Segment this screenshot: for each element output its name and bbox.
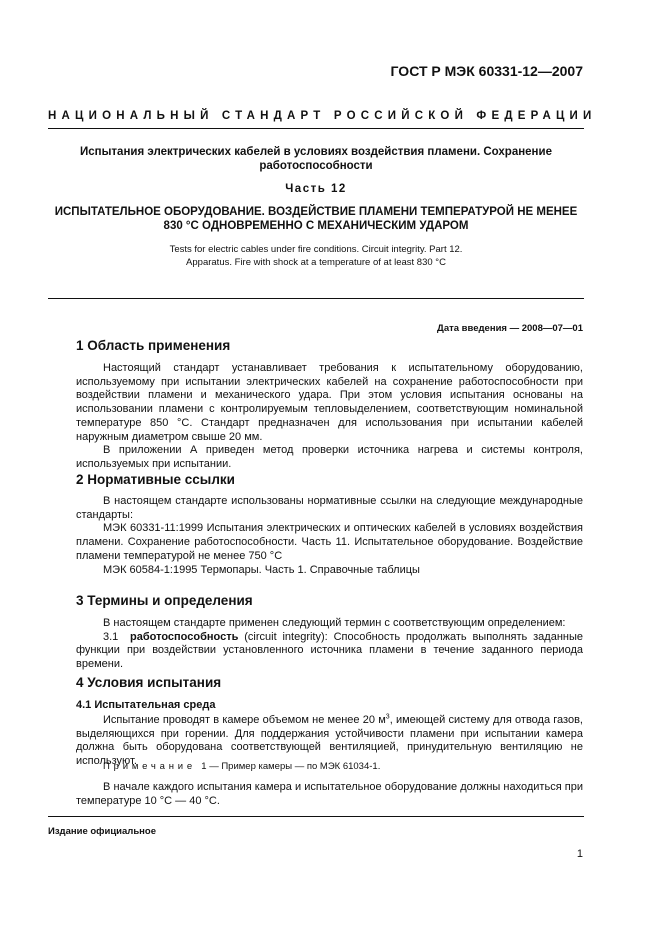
section-3-body xyxy=(76,617,583,672)
section-3-heading: 3 Термины и определения xyxy=(76,593,253,608)
section-2-reference-1: МЭК 60331-11:1999 Испытания электрических и оптических кабелей в условиях воздействия пламени. Сохранение работоспособности. Часть 11. Испытательное оборудование. Воздействие пламени температурой не менее 750 °С xyxy=(76,522,583,562)
part-label: Часть 12 xyxy=(285,183,347,195)
section-2-body xyxy=(76,495,583,577)
title-subtitle: ИСПЫТАТЕЛЬНОЕ ОБОРУДОВАНИЕ. ВОЗДЕЙСТВИЕ ПЛАМЕНИ ТЕМПЕРАТУРОЙ НЕ МЕНЕЕ 830 °С ОДНОВРЕМЕННО С МЕХАНИЧЕСКИМ УДАРОМ xyxy=(54,206,578,232)
section-4-paragraph-1-b: , имеющей систему для отвода газов, выделяющихся при горении. Для поддержания устойчивости пламени при испытании камера должна быть оборудована соответствующей вентиляцией, принудительную вентиляцию не используют. xyxy=(76,714,583,768)
section-3-paragraph-1: В настоящем стандарте применен следующий термин с соответствующим определением: xyxy=(103,617,566,629)
title-divider xyxy=(48,298,584,299)
section-2-paragraph-1: В настоящем стандарте использованы нормативные ссылки на следующие международные стандарты: xyxy=(76,495,583,521)
page-number: 1 xyxy=(576,848,583,860)
title-russian: Испытания электрических кабелей в условиях воздействия пламени. Сохранение работоспособности xyxy=(80,146,552,172)
title-english-line1: Tests for electric cables under fire conditions. Circuit integrity. Part 12. xyxy=(169,244,463,255)
section-2-reference-2: МЭК 60584-1:1995 Термопары. Часть 1. Справочные таблицы xyxy=(103,563,420,576)
section-3-term xyxy=(76,631,583,672)
term-definition: (circuit integrity): Способность продолжать выполнять заданные функции при воздействии установленного источника пламени в течение заданного периода времени. xyxy=(76,630,583,671)
section-4-body-2 xyxy=(76,781,583,808)
superscript-3: 3 xyxy=(385,713,390,721)
footer-divider xyxy=(48,816,584,817)
national-standard-label: НАЦИОНАЛЬНЫЙ СТАНДАРТ РОССИЙСКОЙ ФЕДЕРАЦИИ xyxy=(48,110,597,122)
note-1 xyxy=(103,761,583,772)
section-1-heading: 1 Область применения xyxy=(76,338,231,353)
introduction-date: Дата введения — 2008—07—01 xyxy=(437,323,583,334)
section-2-heading: 2 Нормативные ссылки xyxy=(76,472,235,487)
section-4-paragraph-2: В начале каждого испытания камера и испытательное оборудование должны находиться при температуре 10 °С — 40 °С. xyxy=(76,781,583,807)
section-4-paragraph-1-a: Испытание проводят в камере объемом не менее 20 м xyxy=(103,714,386,726)
section-1-body xyxy=(76,362,583,472)
note-label: Примечание xyxy=(103,761,196,772)
edition-label: Издание официальное xyxy=(48,826,156,837)
title-english-line2: Apparatus. Fire with shock at a temperature of at least 830 °C xyxy=(186,257,446,268)
section-1-paragraph-2: В приложении А приведен метод проверки источника нагрева и системы контроля, используемых при испытании. xyxy=(76,444,583,470)
section-4-heading: 4 Условия испытания xyxy=(76,675,222,690)
term-name: работоспособность xyxy=(130,630,239,643)
document-number: ГОСТ Р МЭК 60331-12—2007 xyxy=(390,63,583,79)
note-text: 1 — Пример камеры — по МЭК 61034-1. xyxy=(201,761,381,772)
title-english xyxy=(48,243,584,269)
header-divider xyxy=(48,128,584,129)
term-number: 3.1 xyxy=(103,630,119,643)
subsection-4-1-heading: 4.1 Испытательная среда xyxy=(76,699,216,711)
section-1-paragraph-1: Настоящий стандарт устанавливает требования к испытательному оборудованию, используемому при испытании электрических кабелей на сохранение работоспособности при воздействии пламени и механического удара. При этом условия испытания основаны на использовании пламени с контролируемым тепловыделением, соответствующим номинальной температуре 850 °С. Стандарт предназначен для использования при испытании кабелей наружным диаметром свыше 20 мм. xyxy=(76,362,583,443)
